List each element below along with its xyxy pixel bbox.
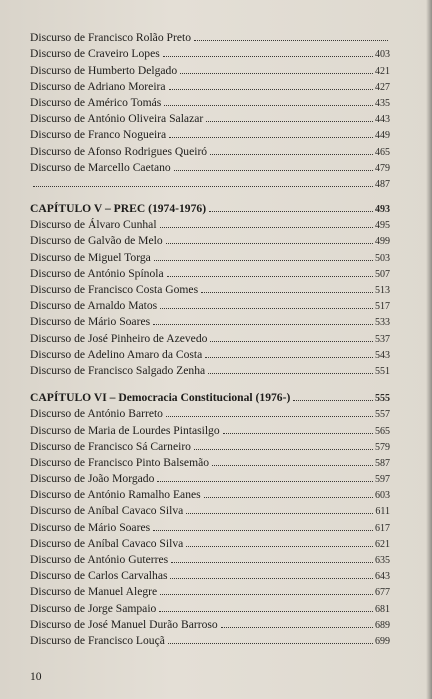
toc-entry xyxy=(30,453,390,469)
leader-dots xyxy=(210,154,373,155)
leader-dots xyxy=(33,186,373,187)
toc-entry-title: Discurso de José Pinheiro de Azevedo xyxy=(30,331,208,345)
toc-entry-title: Discurso de Humberto Delgado xyxy=(30,63,178,77)
leader-dots xyxy=(171,562,373,563)
toc-entry-page: 513 xyxy=(375,285,390,296)
leader-dots xyxy=(153,530,373,531)
leader-dots xyxy=(186,513,373,514)
toc-entry-page: 507 xyxy=(375,268,390,280)
leader-dots xyxy=(186,546,373,547)
toc-entry-title: Discurso de João Morgado xyxy=(30,472,155,486)
toc-entry-page: 621 xyxy=(375,538,390,550)
toc-entry-title: Discurso de Francisco Sá Carneiro xyxy=(30,439,191,453)
toc-entry xyxy=(30,566,390,582)
toc-entry xyxy=(30,28,390,44)
toc-entry-page: 479 xyxy=(375,162,390,174)
toc-entry-title: Discurso de Manuel Alegre xyxy=(30,585,158,599)
toc-entry xyxy=(30,44,390,60)
toc-entry xyxy=(30,420,390,436)
toc-entry xyxy=(30,582,390,598)
toc-entry xyxy=(30,501,390,517)
leader-dots xyxy=(170,578,373,579)
toc-entry xyxy=(30,550,390,566)
toc-entry-title: Discurso de Marcello Caetano xyxy=(30,160,171,174)
toc-entry-title: Discurso de António Oliveira Salazar xyxy=(30,112,204,126)
toc-entry-title: Discurso de José Manuel Durão Barroso xyxy=(30,617,218,631)
toc-entry-title: Discurso de Francisco Salgado Zenha xyxy=(30,363,206,377)
toc-entry-page: 435 xyxy=(375,97,390,109)
toc-entry-title: Discurso de Arnaldo Matos xyxy=(30,299,158,313)
toc-entry-page: 499 xyxy=(375,236,390,248)
toc-entry-page: 443 xyxy=(375,114,390,126)
toc-entry-title: Discurso de Aníbal Cavaco Silva xyxy=(30,536,184,550)
toc-entry-title: Discurso de António Spínola xyxy=(30,266,164,280)
toc-entry xyxy=(30,158,390,174)
leader-dots xyxy=(167,276,373,277)
leader-dots xyxy=(212,465,373,466)
leader-dots xyxy=(205,357,373,358)
toc-entry-page: 643 xyxy=(375,571,390,583)
chapter-heading xyxy=(30,199,390,215)
toc-entry-title: Discurso de António Barreto xyxy=(30,407,163,421)
leader-dots xyxy=(208,373,373,374)
toc-entry-page: 495 xyxy=(375,220,390,232)
toc-entry xyxy=(30,125,390,141)
toc-entry-page: 611 xyxy=(375,506,390,518)
toc-entry-page: 403 xyxy=(375,49,390,61)
toc-entry-page: 565 xyxy=(375,425,390,437)
leader-dots xyxy=(210,341,373,342)
page-number: 10 xyxy=(30,670,42,683)
toc-entry-title: Discurso de Miguel Torga xyxy=(30,250,151,264)
toc-entry xyxy=(30,141,390,157)
leader-dots xyxy=(160,308,373,309)
toc-entry xyxy=(30,328,390,344)
leader-dots xyxy=(180,73,373,74)
toc-entry-title: Discurso de Carlos Carvalhas xyxy=(30,569,168,583)
toc-entry-title: Discurso de Jorge Sampaio xyxy=(30,601,157,615)
chapter-page: 555 xyxy=(375,393,390,405)
toc-entry-page: 635 xyxy=(375,555,390,566)
leader-dots xyxy=(163,56,373,57)
toc-entry xyxy=(30,215,390,231)
leader-dots xyxy=(154,260,373,261)
toc-entry xyxy=(30,93,390,109)
toc-entry xyxy=(30,280,390,296)
toc-entry xyxy=(30,296,390,312)
toc-entry-page: 517 xyxy=(375,301,390,313)
toc-entry-page: 503 xyxy=(375,252,390,264)
toc-entry xyxy=(30,231,390,247)
toc-entry xyxy=(30,631,390,647)
leader-dots xyxy=(201,292,373,293)
toc-entry xyxy=(30,534,390,550)
toc-entry xyxy=(30,598,390,614)
leader-dots xyxy=(153,324,373,325)
toc-entry-page: 699 xyxy=(375,635,390,647)
leader-dots xyxy=(157,481,373,482)
leader-dots xyxy=(209,211,373,212)
leader-dots xyxy=(174,170,373,171)
toc-entry-title: Discurso de Francisco Louçã xyxy=(30,633,165,647)
toc-entry xyxy=(30,247,390,263)
toc-entry-title: Discurso de Aníbal Cavaco Silva xyxy=(30,504,184,518)
toc-entry xyxy=(30,345,390,361)
leader-dots xyxy=(160,227,373,228)
toc-entry xyxy=(30,60,390,76)
toc-entry-page: 603 xyxy=(375,490,390,502)
chapter-heading xyxy=(30,388,390,404)
toc-entry-page: 537 xyxy=(375,333,390,345)
toc-entry-title: Discurso de Francisco Pinto Balsemão xyxy=(30,455,210,469)
leader-dots xyxy=(223,433,373,434)
leader-dots xyxy=(204,497,373,498)
toc-entry xyxy=(30,174,390,190)
leader-dots xyxy=(159,611,373,612)
leader-dots xyxy=(194,449,373,450)
toc-entry-title: Discurso de Mário Soares xyxy=(30,520,151,534)
toc-entry-page: 587 xyxy=(375,457,390,469)
leader-dots xyxy=(160,594,373,595)
toc-entry-title: Discurso de Mário Soares xyxy=(30,315,151,329)
toc-entry xyxy=(30,404,390,420)
chapter-title: CAPÍTULO V – PREC (1974-1976) xyxy=(30,202,207,216)
toc-entry-page: 689 xyxy=(375,619,390,631)
leader-dots xyxy=(293,400,373,401)
toc-entry xyxy=(30,469,390,485)
chapter-page: 493 xyxy=(375,204,390,216)
leader-dots xyxy=(169,137,373,138)
toc-entry xyxy=(30,77,390,93)
toc-entry xyxy=(30,615,390,631)
toc-entry-title: Discurso de António Ramalho Eanes xyxy=(30,488,201,502)
leader-dots xyxy=(221,627,373,628)
leader-dots xyxy=(169,89,373,90)
toc-entry xyxy=(30,109,390,125)
toc-entry xyxy=(30,517,390,533)
toc-entry-title: Discurso de Craveiro Lopes xyxy=(30,47,160,61)
leader-dots xyxy=(168,643,373,644)
toc-entry-page: 449 xyxy=(375,130,390,142)
toc-entry-page: 579 xyxy=(375,441,390,453)
toc-entry xyxy=(30,437,390,453)
toc-entry-title: Discurso de Galvão de Melo xyxy=(30,234,163,248)
leader-dots xyxy=(206,121,373,122)
leader-dots xyxy=(166,416,373,417)
toc-entry-title: Discurso de Adelino Amaro da Costa xyxy=(30,347,203,361)
toc-entry-title: Discurso de Franco Nogueira xyxy=(30,128,167,142)
toc-entry-title: Discurso de Afonso Rodrigues Queiró xyxy=(30,144,208,158)
toc-entry-page: 557 xyxy=(375,409,390,421)
toc-entry-page: 487 xyxy=(375,178,390,190)
toc-entry-page: 465 xyxy=(375,146,390,158)
toc-entry-page: 427 xyxy=(375,81,390,93)
toc-entry-page: 543 xyxy=(375,349,390,361)
toc-entry-page: 617 xyxy=(375,522,390,534)
toc-entry-page: 677 xyxy=(375,587,390,599)
toc-entry-page: 533 xyxy=(375,317,390,329)
toc-entry-page: 681 xyxy=(375,603,390,615)
toc-entry-title: Discurso de Maria de Lourdes Pintasilgo xyxy=(30,423,220,437)
toc-entry-title: Discurso de Américo Tomás xyxy=(30,95,162,109)
toc-entry xyxy=(30,485,390,501)
toc-entry-title: Discurso de Francisco Costa Gomes xyxy=(30,283,199,296)
leader-dots xyxy=(166,243,373,244)
toc-entry-title: Discurso de Álvaro Cunhal xyxy=(30,218,157,232)
toc-entry xyxy=(30,264,390,280)
toc-entry-page: 421 xyxy=(375,65,390,77)
chapter-title: CAPÍTULO VI – Democracia Constitucional (1976-) xyxy=(30,391,291,405)
toc-entry xyxy=(30,361,390,377)
page-edge-shadow xyxy=(426,0,432,699)
toc-entry xyxy=(30,312,390,328)
toc-entry-title: Discurso de António Guterres xyxy=(30,553,169,566)
toc-entry-page: 551 xyxy=(375,365,390,377)
leader-dots xyxy=(164,105,373,106)
toc-entry-title: Discurso de Francisco Rolão Preto xyxy=(30,31,191,45)
toc-entry-title: Discurso de Adriano Moreira xyxy=(30,79,166,93)
leader-dots xyxy=(194,40,388,41)
toc-entry-page: 597 xyxy=(375,474,390,486)
table-of-contents xyxy=(30,28,390,647)
